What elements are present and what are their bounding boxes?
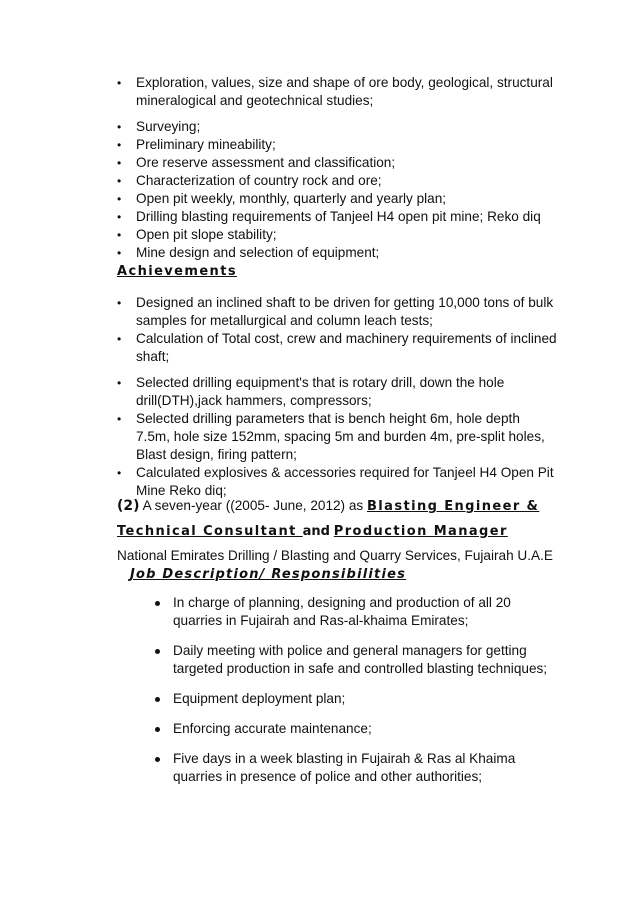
list-item: • Ore reserve assessment and classification;	[117, 155, 396, 170]
position-company: National Emirates Drilling / Blasting and Quarry Services, Fujairah U.A.E	[117, 548, 553, 563]
bullet-icon: •	[117, 210, 122, 224]
list-item: In charge of planning, designing and production of all 20 quarries in Fujairah and Ras-al-khaima Emirates;	[155, 594, 555, 630]
bullet-icon	[155, 697, 160, 702]
bullet-icon	[155, 727, 160, 732]
list-item: • Preliminary mineability;	[117, 137, 276, 152]
bullet-icon: •	[117, 174, 122, 188]
list-item: • Calculation of Total cost, crew and machinery requirements of inclined shaft;	[117, 331, 557, 364]
list-item: • Mine design and selection of equipment;	[117, 245, 380, 260]
bullet-icon: •	[117, 138, 122, 152]
list-item: • Designed an inclined shaft to be driven for getting 10,000 tons of bulk samples for metallurgical and column leach tests;	[117, 295, 554, 328]
bullet-icon: •	[117, 296, 122, 310]
position-and: and	[302, 524, 330, 539]
bullet-icon: •	[117, 192, 122, 206]
list-item: Daily meeting with police and general managers for getting targeted production in safe and controlled blasting techniques;	[155, 642, 555, 678]
bullet-icon: •	[117, 228, 122, 242]
bullet-icon: •	[117, 76, 122, 90]
list-item: • Calculated explosives & accessories required for Tanjeel H4 Open Pit Mine Reko diq;	[117, 465, 554, 498]
list-item: Five days in a week blasting in Fujairah & Ras al Khaima quarries in presence of police and other authorities;	[155, 750, 555, 786]
list-item: • Selected drilling parameters that is bench height 6m, hole depth 7.5m, hole size 152mm, spacing 5m and burden 4m, pre-split holes, Blast design, firing pattern;	[117, 411, 545, 462]
list-item: • Surveying;	[117, 119, 201, 134]
list-item: • Open pit slope stability;	[117, 227, 277, 242]
list-item: • Characterization of country rock and ore;	[117, 173, 382, 188]
bullet-icon	[155, 649, 160, 654]
bullet-icon: •	[117, 376, 122, 390]
bullet-icon: •	[117, 332, 122, 346]
position-number: (2)	[117, 498, 140, 514]
achievements-heading: Achievements	[117, 264, 237, 279]
bullet-icon	[155, 757, 160, 762]
job-description-heading: Job Description/ Responsibilities	[130, 567, 407, 582]
list-item: • Exploration, values, size and shape of ore body, geological, structural mineralogical and geotechnical studies;	[117, 75, 553, 108]
achievements-list	[117, 294, 557, 500]
position-paragraph	[117, 494, 557, 568]
duties-list	[117, 74, 557, 262]
bullet-icon	[155, 601, 160, 606]
list-item: Equipment deployment plan;	[155, 690, 555, 708]
bullet-icon: •	[117, 466, 122, 480]
position-role-1: Blasting Engineer & Technical Consultant	[117, 499, 540, 539]
list-item: • Open pit weekly, monthly, quarterly and yearly plan;	[117, 191, 447, 206]
list-item: • Drilling blasting requirements of Tanjeel H4 open pit mine; Reko diq	[117, 209, 541, 224]
responsibilities-list	[155, 594, 555, 786]
list-item: Enforcing accurate maintenance;	[155, 720, 555, 738]
bullet-icon: •	[117, 156, 122, 170]
bullet-icon: •	[117, 412, 122, 426]
bullet-icon: •	[117, 120, 122, 134]
position-intro: A seven-year ((2005- June, 2012) as	[139, 498, 367, 513]
bullet-icon: •	[117, 246, 122, 260]
list-item: • Selected drilling equipment's that is rotary drill, down the hole drill(DTH),jack hammers, compressors;	[117, 375, 505, 408]
position-role-2: Production Manager	[333, 524, 508, 539]
